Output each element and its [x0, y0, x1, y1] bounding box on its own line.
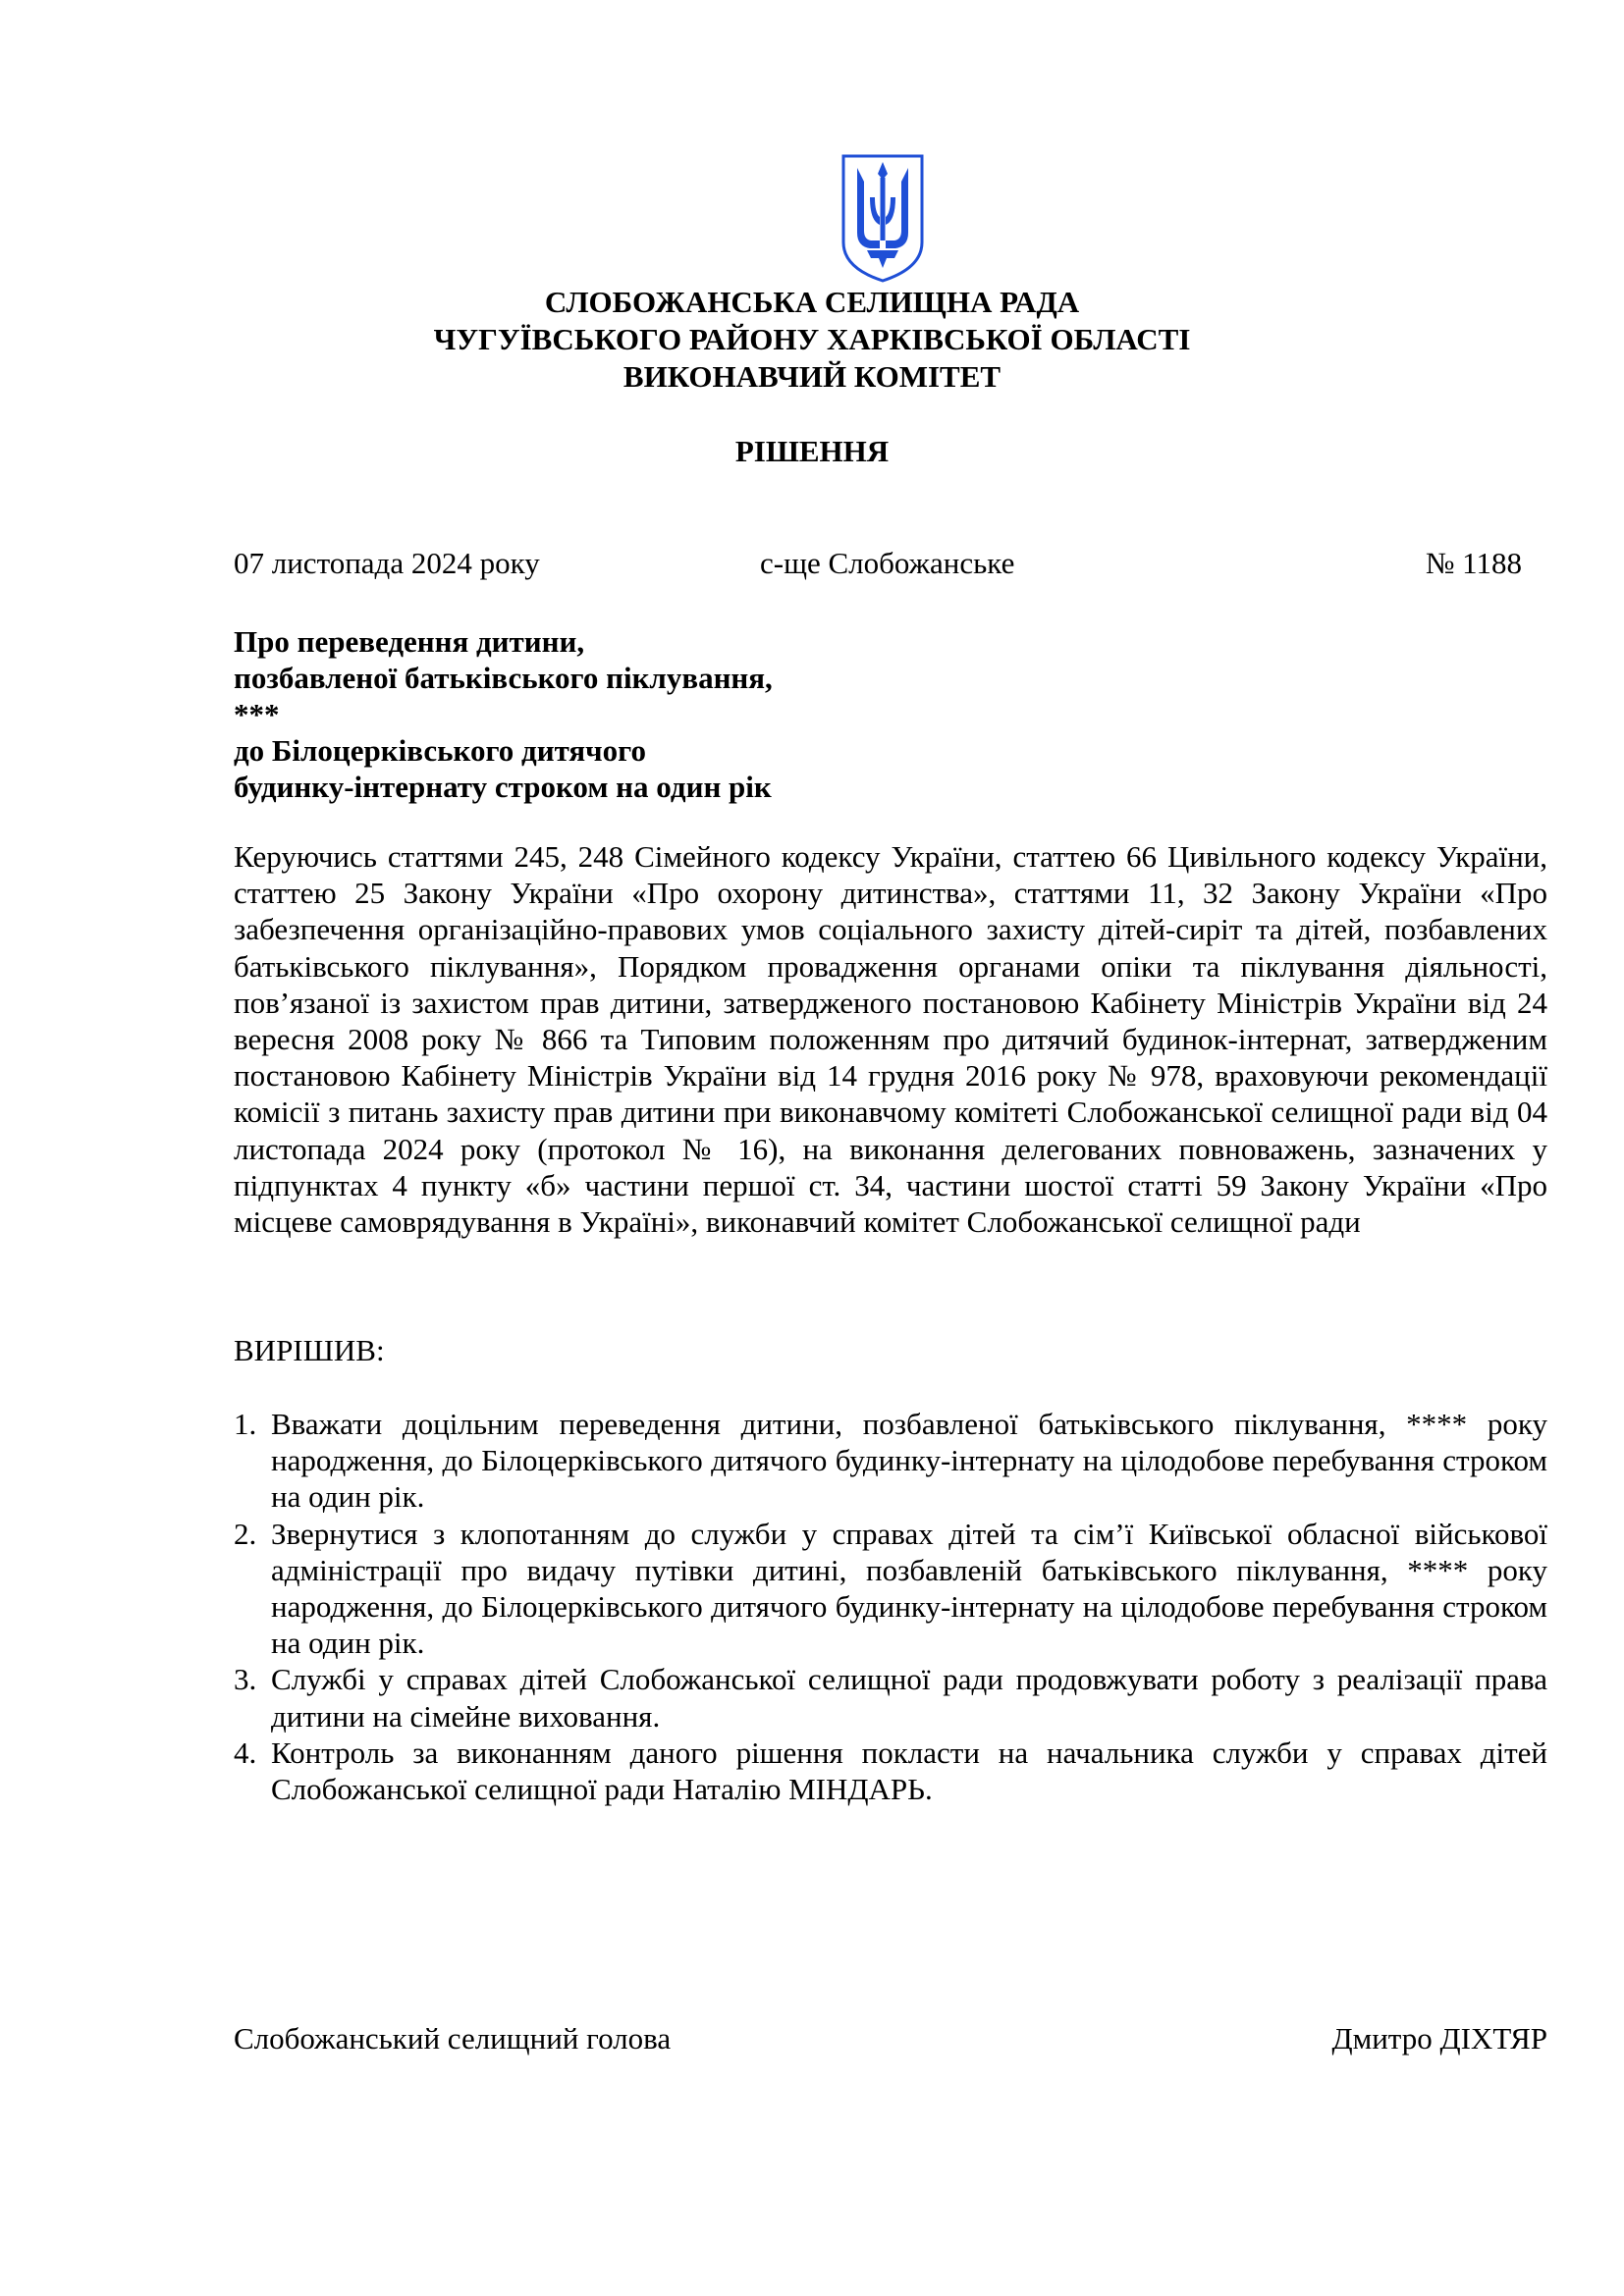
decision-number: 2. — [234, 1516, 257, 1551]
decision-item — [234, 1735, 1547, 1807]
subject-line: до Білоцерківського дитячого — [234, 733, 646, 768]
decision-number: 3. — [234, 1662, 257, 1697]
decision-text: Звернутися з клопотанням до служби у справах дітей та сім’ї Київської обласної військової адміністрації про видачу путівки дитині, позбавленій батьківського піклування, **** року народження, до Білоцерківського дитячого будинку-інтернату на цілодобове перебування строком на один рік. — [271, 1516, 1547, 1661]
decision-list — [234, 1406, 1547, 1807]
decision-number: 4. — [234, 1735, 257, 1770]
issuer-committee: ВИКОНАВЧИЙ КОМІТЕТ — [623, 359, 1001, 394]
legal-basis-paragraph: Керуючись статтями 245, 248 Сімейного кодексу України, статтею 66 Цивільного кодексу України, статтею 25 Закону України «Про охорону дитинства», статтями 11, 32 Закону України «Про забезпечення організаційно-правових умов соціального захисту дітей-сиріт та дітей, позбавлених батьківського піклування», Порядком провадження органами опіки та піклування діяльності, пов’язаної із захистом прав дитини, затвердженого постановою Кабінету Міністрів України від 24 вересня 2008 року № 866 та Типовим положенням про дитячий будинок-інтернат, затвердженим постановою Кабінету Міністрів України від 14 грудня 2016 року № 978, враховуючи рекомендації комісії з питань захисту прав дитини при виконавчому комітеті Слобожанської селищної ради від 04 листопада 2024 року (протокол № 16), на виконання делегованих повноважень, зазначених у підпунктах 4 пункту «б» частини першої ст. 34, частини шостої статті 59 Закону України «Про місцеве самоврядування в Україні», виконавчий комітет Слобожанської селищної ради — [234, 839, 1547, 1240]
decision-item — [234, 1406, 1547, 1516]
signature-block — [234, 2020, 1547, 2059]
decision-number: 1. — [234, 1407, 257, 1441]
decision-text: Вважати доцільним переведення дитини, позбавленої батьківського піклування, **** року народження, до Білоцерківського дитячого будинку-інтернату на цілодобове перебування строком на один рік. — [271, 1407, 1547, 1515]
document-date: 07 листопада 2024 року — [234, 546, 540, 580]
decision-item — [234, 1661, 1547, 1734]
decision-item — [234, 1516, 1547, 1662]
issuer-header — [0, 284, 1624, 396]
signatory-name: Дмитро ДІХТЯР — [1331, 2021, 1547, 2056]
document-place: с-ще Слобожанське — [760, 546, 1015, 580]
subject-line: позбавленої батьківського піклування, — [234, 661, 773, 695]
signatory-position: Слобожанський селищний голова — [234, 2021, 672, 2056]
document-type-title: РІШЕННЯ — [734, 434, 890, 468]
decision-text: Службі у справах дітей Слобожанської селищної ради продовжувати роботу з реалізації права дитини на сімейне виховання. — [271, 1662, 1547, 1734]
resolved-label: ВИРІШИВ: — [234, 1333, 385, 1367]
document-subject — [234, 623, 1117, 805]
issuer-council-name: СЛОБОЖАНСЬКА СЕЛИЩНА РАДА — [544, 285, 1080, 319]
subject-line: Про переведення дитини, — [234, 624, 585, 659]
document-meta-row — [234, 545, 1522, 584]
document-number: № 1188 — [1425, 546, 1522, 580]
trident-coat-of-arms-icon — [838, 152, 928, 285]
issuer-district-region: ЧУГУЇВСЬКОГО РАЙОНУ ХАРКІВСЬКОЇ ОБЛАСТІ — [433, 322, 1191, 356]
subject-line: будинку-інтернату строком на один рік — [234, 770, 772, 804]
decision-text: Контроль за виконанням даного рішення покласти на начальника служби у справах дітей Слобожанської селищної ради Наталію МІНДАРЬ. — [271, 1735, 1547, 1807]
subject-line: *** — [234, 697, 280, 731]
